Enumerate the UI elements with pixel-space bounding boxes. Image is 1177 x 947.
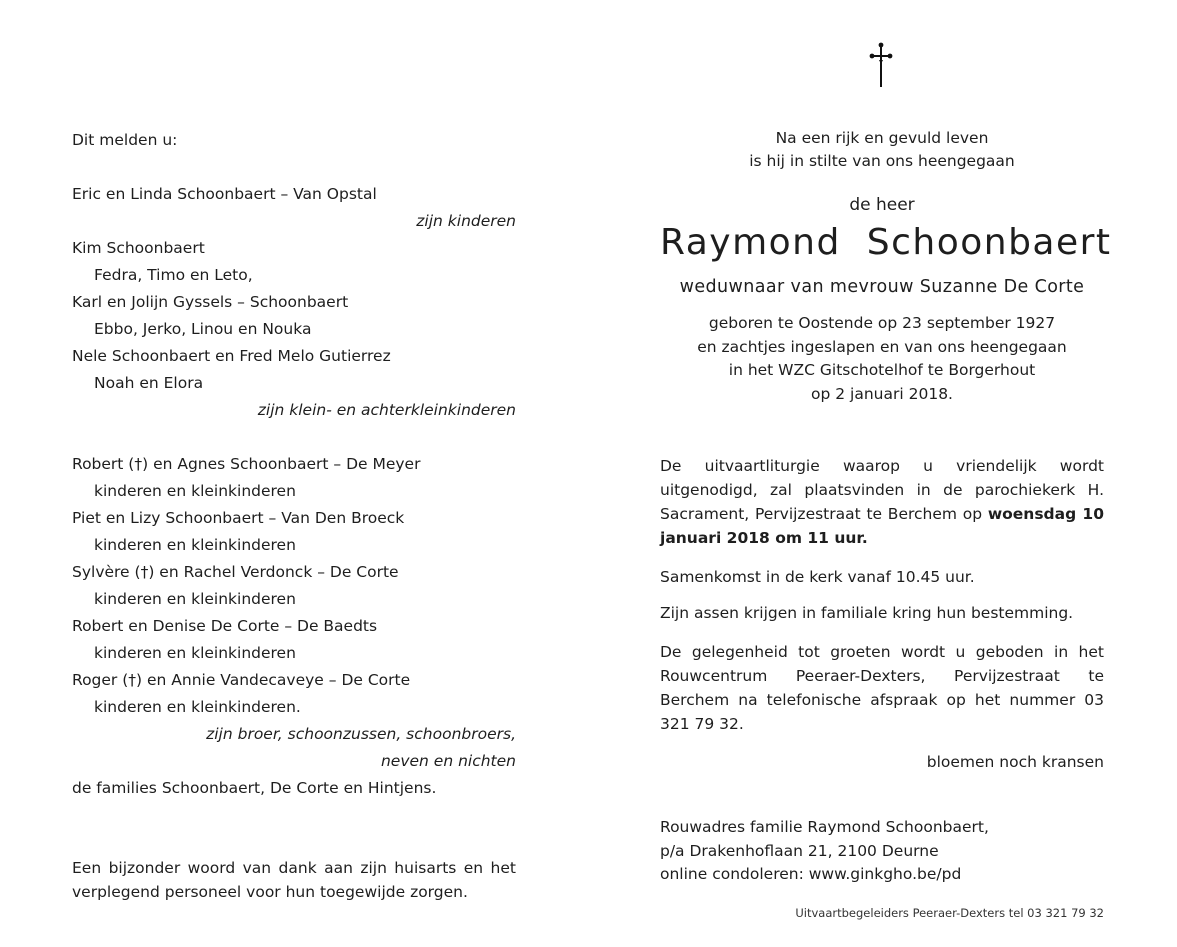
- sibling-line: Robert en Denise De Corte – De Baedts: [72, 617, 378, 635]
- siblings-relation: neven en nichten: [380, 752, 516, 770]
- sibling-line: kinderen en kleinkinderen: [94, 482, 296, 500]
- right-column: [660, 127, 1112, 887]
- families-line: de families Schoonbaert, De Corte en Hintjens.: [72, 779, 437, 797]
- sibling-line: kinderen en kleinkinderen: [94, 590, 296, 608]
- siblings-relation: zijn broer, schoonzussen, schoonbroers,: [206, 725, 516, 743]
- sibling-line: Roger (†) en Annie Vandecaveye – De Corte: [72, 671, 411, 689]
- birth-line: en zachtjes ingeslapen en van ons heengegaan: [697, 337, 1067, 356]
- condolence-line: online condoleren: www.ginkgho.be/pd: [660, 865, 962, 883]
- grandchild-line: Ebbo, Jerko, Linou en Nouka: [94, 320, 312, 338]
- thanks-paragraph: Een bijzonder woord van dank aan zijn huisarts en het verplegend personeel voor hun toegewijde zorgen.: [72, 859, 516, 901]
- grandchild-line: Nele Schoonbaert en Fred Melo Gutierrez: [72, 347, 391, 365]
- grandchild-line: Fedra, Timo en Leto,: [94, 266, 253, 284]
- sibling-line: Robert (†) en Agnes Schoonbaert – De Meyer: [72, 455, 421, 473]
- address-line: p/a Drakenhoflaan 21, 2100 Deurne: [660, 841, 939, 860]
- ashes-line: Zijn assen krijgen in familiale kring hun bestemming.: [660, 604, 1074, 622]
- birth-details: [660, 312, 1104, 406]
- grandchild-line: Kim Schoonbaert: [72, 239, 205, 257]
- sibling-line: Sylvère (†) en Rachel Verdonck – De Corte: [72, 563, 399, 581]
- honorific: de heer: [849, 195, 915, 215]
- children-line: Eric en Linda Schoonbaert – Van Opstal: [72, 185, 377, 203]
- left-column: [72, 127, 516, 904]
- birth-line: op 2 januari 2018.: [811, 384, 953, 403]
- funeral-text: De uitvaartliturgie waarop u vriendelijk wordt uitgenodigd, zal plaatsvinden in de parochiekerk H. Sacrament, Pervijzestraat te Berchem op: [660, 457, 1104, 523]
- intro-line: Na een rijk en gevuld leven: [775, 129, 989, 147]
- grandchildren-relation: zijn klein- en achterkleinkinderen: [257, 401, 516, 419]
- widower-line: weduwnaar van mevrouw Suzanne De Corte: [679, 277, 1085, 297]
- funeral-director-footer: Uitvaartbegeleiders Peeraer-Dexters tel 03 321 79 32: [795, 906, 1104, 920]
- children-relation: zijn kinderen: [416, 212, 516, 230]
- greeting-paragraph: De gelegenheid tot groeten wordt u geboden in het Rouwcentrum Peeraer-Dexters, Pervijzestraat te Berchem na telefonische afspraak op het nummer 03 321 79 32.: [660, 643, 1104, 733]
- deceased-name: Raymond Schoonbaert: [660, 222, 1112, 263]
- flowers-note: bloemen noch kransen: [926, 753, 1104, 771]
- address-line: Rouwadres familie Raymond Schoonbaert,: [660, 818, 989, 836]
- sibling-line: kinderen en kleinkinderen.: [94, 698, 301, 716]
- sibling-line: kinderen en kleinkinderen: [94, 536, 296, 554]
- funeral-paragraph: [660, 454, 1104, 550]
- grandchild-line: Karl en Jolijn Gyssels – Schoonbaert: [72, 293, 349, 311]
- sibling-line: Piet en Lizy Schoonbaert – Van Den Broeck: [72, 509, 405, 527]
- gathering-line: Samenkomst in de kerk vanaf 10.45 uur.: [660, 568, 975, 586]
- intro-text: Dit melden u:: [72, 131, 178, 149]
- intro-line: is hij in stilte van ons heengegaan: [749, 152, 1015, 170]
- birth-line: in het WZC Gitschotelhof te Borgerhout: [728, 361, 1036, 379]
- address-block: [660, 816, 1104, 887]
- funeral-date: woensdag 10 januari 2018 om 11 uur.: [660, 505, 1104, 547]
- grandchild-line: Noah en Elora: [94, 374, 204, 392]
- dagger-cross-icon: [869, 42, 893, 90]
- birth-line: geboren te Oostende op 23 september 1927: [708, 314, 1056, 332]
- sibling-line: kinderen en kleinkinderen: [94, 644, 296, 662]
